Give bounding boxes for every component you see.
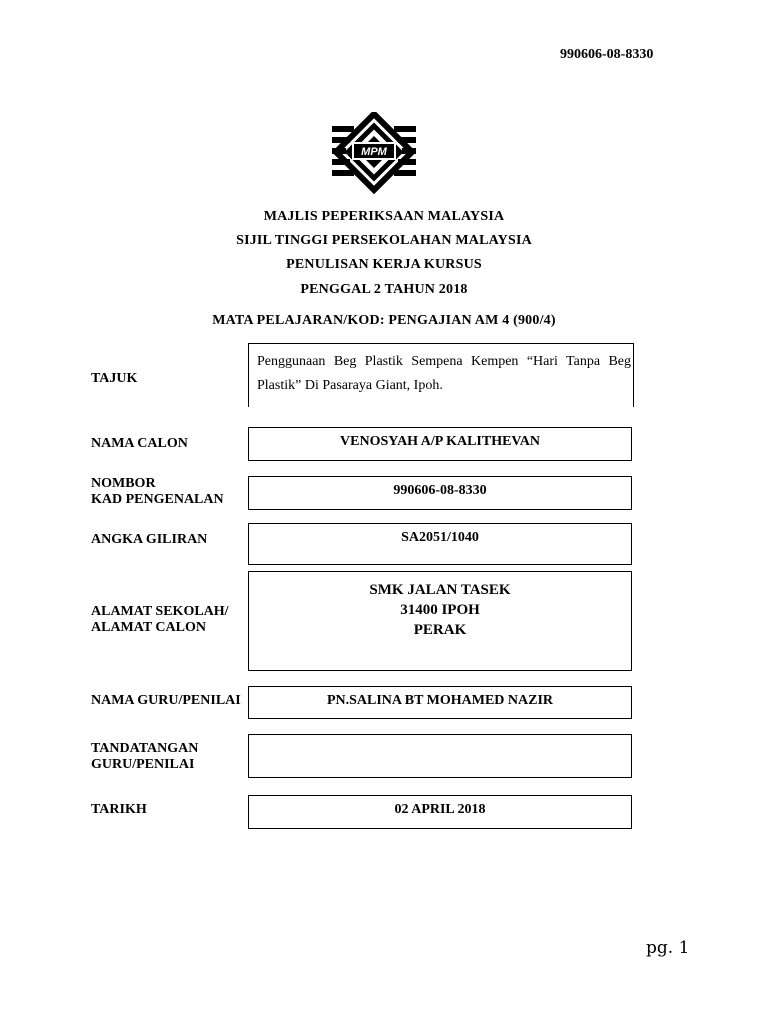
nama-guru-label: NAMA GURU/PENILAI <box>91 693 241 708</box>
document-id: 990606-08-8330 <box>560 47 654 62</box>
tarikh-label: TARIKH <box>91 802 147 817</box>
tandatangan-value <box>249 735 631 741</box>
nama-guru-box <box>248 686 632 719</box>
logo-text: MPM <box>361 146 387 158</box>
heading-line-4: PENGGAL 2 TAHUN 2018 <box>300 282 468 297</box>
heading-line-2: SIJIL TINGGI PERSEKOLAHAN MALAYSIA <box>236 233 532 248</box>
alamat-box <box>248 571 632 671</box>
nombor-kp-box <box>248 476 632 510</box>
tajuk-label: TAJUK <box>91 371 138 386</box>
tandatangan-label <box>91 741 198 773</box>
heading-line-1: MAJLIS PEPERIKSAAN MALAYSIA <box>263 209 505 224</box>
page-number: pg. 1 <box>646 938 690 958</box>
alamat-line-2: 31400 IPOH <box>400 602 480 618</box>
nama-calon-box <box>248 427 632 461</box>
tarikh-box <box>248 795 632 829</box>
nombor-kp-value: 990606-08-8330 <box>393 483 487 498</box>
alamat-label <box>91 604 229 636</box>
nama-guru-value: PN.SALINA BT MOHAMED NAZIR <box>326 693 554 708</box>
tarikh-value: 02 APRIL 2018 <box>394 802 486 817</box>
alamat-label-line1: ALAMAT SEKOLAH/ <box>91 604 229 619</box>
mpm-logo <box>332 112 416 196</box>
tajuk-value: Penggunaan Beg Plastik Sempena Kempen “Hari Tanpa Beg Plastik” Di Pasaraya Giant, Ipoh. <box>257 354 631 393</box>
nombor-kp-label <box>91 476 224 508</box>
alamat-line-3: PERAK <box>413 622 467 638</box>
tandatangan-label-line2: GURU/PENILAI <box>91 757 195 772</box>
nombor-kp-label-line1: NOMBOR <box>91 476 156 491</box>
alamat-label-line2: ALAMAT CALON <box>91 620 206 635</box>
subject-line: MATA PELAJARAN/KOD: PENGAJIAN AM 4 (900/4) <box>212 313 556 328</box>
alamat-line-1: SMK JALAN TASEK <box>369 582 511 598</box>
tandatangan-label-line1: TANDATANGAN <box>91 741 199 756</box>
nombor-kp-label-line2: KAD PENGENALAN <box>91 492 224 507</box>
heading-line-3: PENULISAN KERJA KURSUS <box>286 257 482 272</box>
tandatangan-box <box>248 734 632 778</box>
nama-calon-label: NAMA CALON <box>91 436 188 451</box>
angka-giliran-box <box>248 523 632 565</box>
tajuk-box <box>248 343 634 407</box>
angka-giliran-value: SA2051/1040 <box>401 530 479 545</box>
nama-calon-value: VENOSYAH A/P KALITHEVAN <box>340 434 540 449</box>
angka-giliran-label: ANGKA GILIRAN <box>91 532 208 547</box>
